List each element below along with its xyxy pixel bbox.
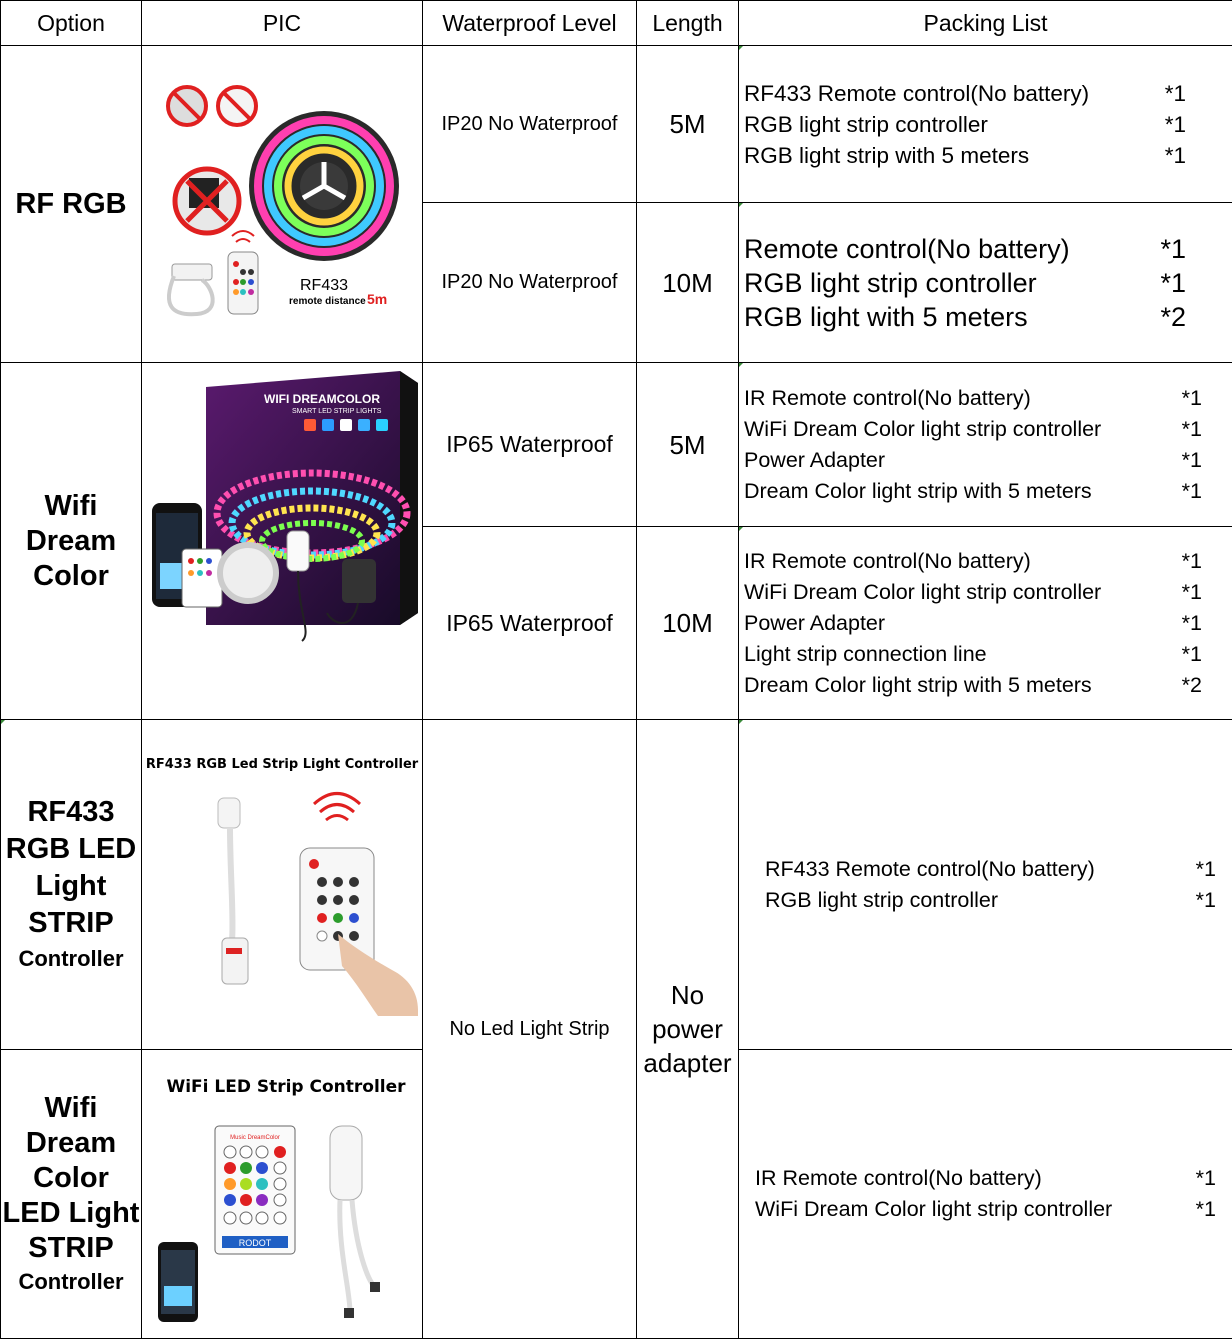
header-option: Option [1, 1, 142, 46]
option-line: Color [1, 1161, 141, 1196]
list-item: RGB light with 5 meters *2 [744, 300, 1232, 334]
option-rf-rgb: RF RGB [1, 46, 142, 363]
option-line: Color [1, 559, 141, 594]
table-row [1, 720, 1232, 1050]
list-item: Power Adapter *1 [744, 608, 1232, 639]
length-controllers [637, 720, 739, 1339]
option-line: Light [1, 868, 141, 905]
packing-list-rf433-controller [739, 720, 1232, 1050]
box-subtitle: SMART LED STRIP LIGHTS [292, 408, 382, 415]
option-rf433-controller [1, 720, 142, 1050]
list-item: WiFi Dream Color light strip controller *1 [755, 1194, 1232, 1225]
header-pic: PIC [142, 1, 423, 46]
option-line-small: Controller [1, 942, 141, 976]
strip-reel-icon [220, 545, 276, 601]
header-waterproof: Waterproof Level [423, 1, 637, 46]
length-wifi-5m: 5M [637, 363, 739, 527]
list-item: IR Remote control(No battery) *1 [755, 1163, 1232, 1194]
wifi-controller-illustration [142, 1050, 423, 1338]
option-line: STRIP [1, 1231, 141, 1266]
list-item: RGB light strip controller *1 [765, 885, 1232, 916]
header-row [1, 1, 1232, 46]
list-item: Remote control(No battery) *1 [744, 232, 1232, 266]
packing-list-rf-rgb-5m [739, 46, 1232, 203]
option-wifi-dream-color [1, 363, 142, 720]
option-line: LED Light [1, 1196, 141, 1231]
packing-list-rf-rgb-10m [739, 203, 1232, 363]
list-item: WiFi Dream Color light strip controller *1 [744, 577, 1232, 608]
list-item: Dream Color light strip with 5 meters *1 [744, 476, 1232, 507]
wireless-signal-icon [314, 794, 360, 821]
option-wifi-controller [1, 1050, 142, 1339]
list-item: IR Remote control(No battery) *1 [744, 383, 1232, 414]
remote-title: Music DreamColor [230, 1135, 280, 1141]
remote-distance-label: remote distance [289, 296, 366, 307]
option-line: RGB LED [1, 831, 141, 868]
image-caption: WiFi LED Strip Controller [166, 1077, 406, 1097]
list-item: Power Adapter *1 [744, 445, 1232, 476]
controller-icon [330, 1126, 362, 1200]
controller-icon [172, 264, 212, 280]
option-line: Wifi [1, 489, 141, 524]
option-line: Dream [1, 1126, 141, 1161]
product-image-wifi-dream [142, 363, 423, 720]
option-line-small: Controller [1, 1266, 141, 1298]
packing-list-wifi-controller [739, 1050, 1232, 1339]
box-title: WIFI DREAMCOLOR [264, 392, 380, 406]
list-item: Light strip connection line *1 [744, 639, 1232, 670]
product-image-rf-rgb [142, 46, 423, 363]
waterproof-rf-rgb-5m: IP20 No Waterproof [423, 46, 637, 203]
list-item: RF433 Remote control(No battery) *1 [765, 854, 1232, 885]
wifi-dreamcolor-box-illustration [142, 363, 423, 719]
controller-icon [218, 798, 240, 828]
waterproof-wifi-5m: IP65 Waterproof [423, 363, 637, 527]
image-caption: RF433 RGB Led Strip Light Controller [146, 757, 419, 772]
list-item: RGB light strip with 5 meters *1 [744, 140, 1232, 171]
length-wifi-10m: 10M [637, 527, 739, 720]
list-item: Dream Color light strip with 5 meters *2 [744, 670, 1232, 701]
packing-list-wifi-10m [739, 527, 1232, 720]
remote-distance-value: 5m [367, 291, 387, 307]
rf-rgb-kit-illustration [142, 46, 423, 362]
rf433-controller-illustration [142, 720, 423, 1049]
header-length: Length [637, 1, 739, 46]
product-image-rf433-controller [142, 720, 423, 1050]
remote-icon [182, 549, 222, 607]
length-line: power [637, 1012, 738, 1046]
option-line: Wifi [1, 1091, 141, 1126]
table-row [1, 46, 1232, 203]
rf-model-label: RF433 [300, 277, 348, 294]
length-line: No [637, 978, 738, 1012]
length-line: adapter [637, 1046, 738, 1080]
option-line: Dream [1, 524, 141, 559]
hand-icon [338, 934, 418, 1016]
remote-brand: RODOT [239, 1238, 272, 1248]
product-image-wifi-controller [142, 1050, 423, 1339]
option-line: RF433 [1, 794, 141, 831]
list-item: RGB light strip controller *1 [744, 266, 1232, 300]
list-item: IR Remote control(No battery) *1 [744, 546, 1232, 577]
header-packing: Packing List [739, 1, 1232, 46]
waterproof-controllers: No Led Light Strip [423, 720, 637, 1339]
controller-icon [287, 531, 309, 571]
length-rf-rgb-10m: 10M [637, 203, 739, 363]
list-item: RF433 Remote control(No battery) *1 [744, 78, 1232, 109]
waterproof-wifi-10m: IP65 Waterproof [423, 527, 637, 720]
list-item: RGB light strip controller *1 [744, 109, 1232, 140]
packing-list-wifi-5m [739, 363, 1232, 527]
length-rf-rgb-5m: 5M [637, 46, 739, 203]
remote-icon [215, 1126, 295, 1254]
adapter-icon [342, 559, 376, 603]
table-row [1, 363, 1232, 527]
option-line: STRIP [1, 905, 141, 942]
waterproof-rf-rgb-10m: IP20 No Waterproof [423, 203, 637, 363]
list-item: WiFi Dream Color light strip controller *1 [744, 414, 1232, 445]
